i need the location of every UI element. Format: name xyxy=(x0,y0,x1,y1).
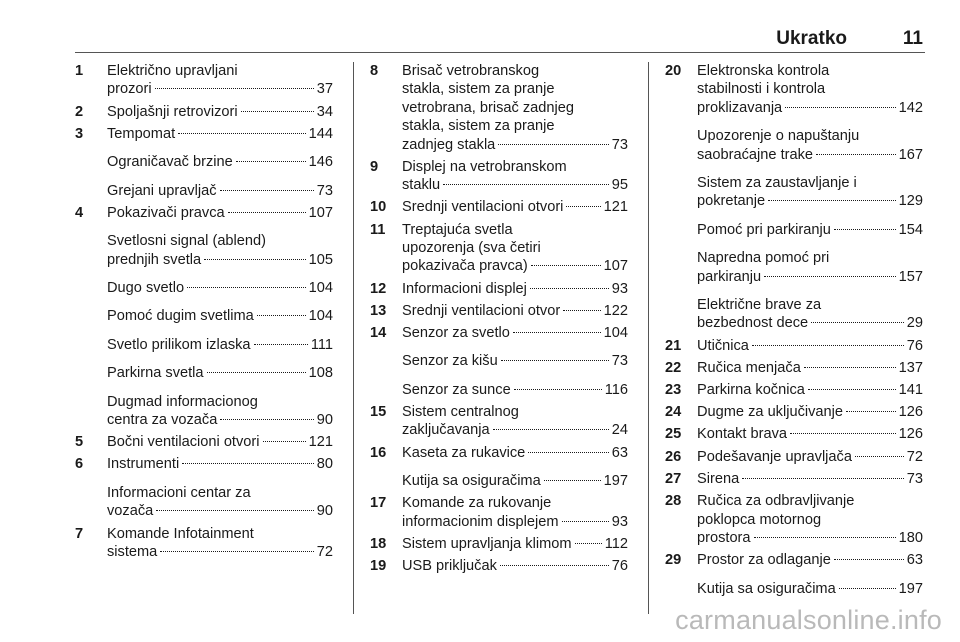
index-entry xyxy=(75,307,333,325)
entry-last-line xyxy=(402,557,628,575)
entry-text: Ograničavač brzine xyxy=(107,154,233,171)
entry-text: zadnjeg stakla xyxy=(402,136,496,153)
index-entry xyxy=(665,127,923,164)
entry-last-line xyxy=(402,324,628,342)
dot-leader xyxy=(263,441,306,442)
entry-last-line xyxy=(697,403,923,421)
entry-number: 28 xyxy=(665,493,682,510)
dot-leader xyxy=(839,588,896,589)
dot-leader xyxy=(768,200,895,201)
entry-last-line xyxy=(697,381,923,399)
dot-leader xyxy=(742,478,904,479)
entry-text: prednjih svetla xyxy=(107,251,202,268)
entry-page-number: 107 xyxy=(308,204,333,221)
entry-text: vetrobrana, brisač zadnjeg xyxy=(402,99,574,116)
page-number: 11 xyxy=(902,28,923,49)
entry-text: Sistem centralnog xyxy=(402,404,519,421)
entry-text: Instrumenti xyxy=(107,456,180,473)
entry-number: 11 xyxy=(370,221,386,238)
entry-page-number: 105 xyxy=(308,251,333,268)
index-entry xyxy=(75,525,333,562)
index-entry xyxy=(75,336,333,354)
entry-page-number: 80 xyxy=(316,456,333,473)
index-entry xyxy=(370,381,628,399)
entry-text: upozorenja (sva četiri xyxy=(402,240,541,257)
index-entry xyxy=(75,103,333,121)
entry-text: bezbednost dece xyxy=(697,315,809,332)
entry-number: 21 xyxy=(665,337,682,354)
entry-number: 4 xyxy=(75,204,84,221)
dot-leader xyxy=(443,184,609,185)
entry-page-number: 104 xyxy=(603,325,628,342)
index-entry xyxy=(75,204,333,222)
entry-text: Kontakt brava xyxy=(697,426,788,443)
entry-page-number: 76 xyxy=(906,337,923,354)
entry-last-line xyxy=(402,280,628,298)
entry-page-number: 34 xyxy=(316,103,333,120)
entry-last-line xyxy=(697,99,923,117)
index-entry xyxy=(370,494,628,531)
index-entry xyxy=(370,535,628,553)
dot-leader xyxy=(155,88,314,89)
index-column-1 xyxy=(75,62,333,565)
entry-text: stakla, sistem za pranje xyxy=(402,81,555,98)
entry-text: Dugo svetlo xyxy=(107,280,185,297)
entry-text: vozača xyxy=(107,503,154,520)
index-entry xyxy=(665,221,923,239)
index-entry xyxy=(370,352,628,370)
entry-number: 9 xyxy=(370,158,379,175)
dot-leader xyxy=(228,212,306,213)
entry-number: 5 xyxy=(75,434,84,451)
entry-last-line xyxy=(107,307,333,325)
entry-last-line xyxy=(697,221,923,239)
index-entry xyxy=(75,279,333,297)
entry-text: saobraćajne trake xyxy=(697,146,814,163)
entry-page-number: 129 xyxy=(898,193,923,210)
entry-text: Tempomat xyxy=(107,125,176,142)
entry-text: Senzor za sunce xyxy=(402,381,511,398)
entry-number: 6 xyxy=(75,456,84,473)
index-column-3 xyxy=(665,62,923,602)
entry-last-line xyxy=(697,268,923,286)
entry-number: 10 xyxy=(370,199,387,216)
entry-text: Displej na vetrobranskom xyxy=(402,158,567,175)
entry-last-line xyxy=(402,421,628,439)
entry-text: Treptajuća svetla xyxy=(402,221,513,238)
entry-text: poklopca motornog xyxy=(697,511,822,528)
index-entry xyxy=(370,444,628,462)
entry-text: staklu xyxy=(402,177,441,194)
entry-page-number: 141 xyxy=(898,382,923,399)
entry-text: Spoljašnji retrovizori xyxy=(107,103,238,120)
entry-last-line xyxy=(697,359,923,377)
entry-last-line xyxy=(107,336,333,354)
entry-text: centra za vozača xyxy=(107,412,218,429)
entry-page-number: 122 xyxy=(603,302,628,319)
entry-text: Dugme za uključivanje xyxy=(697,404,844,421)
index-entry xyxy=(75,153,333,171)
entry-text: Prostor za odlaganje xyxy=(697,552,831,569)
dot-leader xyxy=(531,265,601,266)
entry-text: Srednji ventilacioni otvori xyxy=(402,199,564,216)
entry-page-number: 157 xyxy=(898,268,923,285)
dot-leader xyxy=(834,559,904,560)
dot-leader xyxy=(855,456,904,457)
entry-number: 25 xyxy=(665,426,682,443)
dot-leader xyxy=(500,565,609,566)
index-entry xyxy=(75,433,333,451)
entry-last-line xyxy=(107,103,333,121)
index-entry xyxy=(665,580,923,598)
entry-number: 12 xyxy=(370,280,387,297)
entry-last-line xyxy=(697,529,923,547)
index-entry xyxy=(75,182,333,200)
entry-last-line xyxy=(697,425,923,443)
dot-leader xyxy=(562,521,609,522)
entry-text: Sistem za zaustavljanje i xyxy=(697,175,857,192)
entry-text: Kutija sa osiguračima xyxy=(697,580,836,597)
entry-page-number: 111 xyxy=(310,336,333,353)
index-entry xyxy=(665,62,923,117)
entry-last-line xyxy=(697,337,923,355)
dot-leader xyxy=(575,543,602,544)
entry-page-number: 24 xyxy=(611,422,628,439)
entry-number: 1 xyxy=(75,63,84,79)
entry-text: Električno upravljani xyxy=(107,63,238,79)
entry-last-line xyxy=(402,444,628,462)
column-divider xyxy=(353,62,354,614)
entry-text: Dugmad informacionog xyxy=(107,393,258,410)
entry-text: stabilnosti i kontrola xyxy=(697,81,826,98)
dot-leader xyxy=(513,332,601,333)
dot-leader xyxy=(241,111,314,112)
entry-page-number: 90 xyxy=(316,412,333,429)
entry-number: 3 xyxy=(75,125,84,142)
entry-text: Parkirna kočnica xyxy=(697,382,805,399)
entry-text: informacionim displejem xyxy=(402,513,559,530)
entry-page-number: 29 xyxy=(906,315,923,332)
index-entry xyxy=(370,62,628,154)
entry-page-number: 121 xyxy=(308,434,333,451)
entry-last-line xyxy=(107,153,333,171)
entry-text: Kutija sa osiguračima xyxy=(402,473,541,490)
index-entry xyxy=(75,62,333,99)
column-divider xyxy=(648,62,649,614)
entry-page-number: 73 xyxy=(316,182,333,199)
entry-last-line xyxy=(107,502,333,520)
dot-leader xyxy=(764,276,896,277)
entry-last-line xyxy=(107,204,333,222)
dot-leader xyxy=(254,344,308,345)
index-entry xyxy=(665,296,923,333)
index-column-2 xyxy=(370,62,628,579)
entry-text: Kaseta za rukavice xyxy=(402,444,526,461)
dot-leader xyxy=(182,463,314,464)
dot-leader xyxy=(204,259,306,260)
entry-page-number: 72 xyxy=(316,543,333,560)
entry-text: Senzor za svetlo xyxy=(402,325,510,342)
entry-text: Elektronska kontrola xyxy=(697,63,830,79)
entry-last-line xyxy=(402,381,628,399)
index-entry xyxy=(370,198,628,216)
entry-page-number: 116 xyxy=(604,381,628,398)
entry-text: Informacioni centar za xyxy=(107,484,251,501)
index-entry xyxy=(370,280,628,298)
dot-leader xyxy=(808,389,896,390)
entry-text: Električne brave za xyxy=(697,297,822,314)
page-header xyxy=(75,22,925,53)
entry-text: pokretanje xyxy=(697,193,766,210)
entry-number: 7 xyxy=(75,525,84,542)
index-entry xyxy=(665,448,923,466)
index-entry xyxy=(665,492,923,547)
entry-text: prostora xyxy=(697,529,751,546)
entry-text: Bočni ventilacioni otvori xyxy=(107,434,260,451)
entry-page-number: 63 xyxy=(611,444,628,461)
entry-page-number: 63 xyxy=(906,552,923,569)
entry-last-line xyxy=(107,182,333,200)
index-entry xyxy=(370,472,628,490)
dot-leader xyxy=(544,480,601,481)
entry-text: Sistem upravljanja klimom xyxy=(402,535,572,552)
entry-last-line xyxy=(107,125,333,143)
entry-page-number: 144 xyxy=(308,125,333,142)
entry-last-line xyxy=(697,314,923,332)
entry-page-number: 93 xyxy=(611,280,628,297)
entry-last-line xyxy=(107,543,333,561)
entry-page-number: 121 xyxy=(603,199,628,216)
entry-text: Podešavanje upravljača xyxy=(697,448,852,465)
index-entry xyxy=(665,403,923,421)
index-entry xyxy=(665,551,923,569)
entry-text: Napredna pomoć pri xyxy=(697,250,830,267)
entry-page-number: 104 xyxy=(308,308,333,325)
entry-page-number: 73 xyxy=(611,353,628,370)
index-entry xyxy=(665,381,923,399)
index-entry xyxy=(370,158,628,195)
entry-text: Parkirna svetla xyxy=(107,365,204,382)
entry-page-number: 95 xyxy=(611,177,628,194)
dot-leader xyxy=(846,411,896,412)
entry-page-number: 107 xyxy=(603,258,628,275)
entry-page-number: 137 xyxy=(898,359,923,376)
entry-last-line xyxy=(402,198,628,216)
index-entry xyxy=(665,359,923,377)
entry-number: 17 xyxy=(370,495,387,512)
entry-text: parkiranju xyxy=(697,268,762,285)
entry-number: 23 xyxy=(665,382,682,399)
entry-text: prozori xyxy=(107,81,152,98)
entry-number: 13 xyxy=(370,302,387,319)
dot-leader xyxy=(207,372,306,373)
entry-page-number: 126 xyxy=(898,404,923,421)
entry-text: Upozorenje o napuštanju xyxy=(697,128,860,145)
entry-page-number: 37 xyxy=(316,81,333,98)
index-entry xyxy=(665,337,923,355)
entry-page-number: 167 xyxy=(898,146,923,163)
index-entry xyxy=(665,425,923,443)
entry-number: 8 xyxy=(370,63,379,79)
entry-text: Brisač vetrobranskog xyxy=(402,63,540,79)
entry-number: 22 xyxy=(665,359,682,376)
entry-text: Utičnica xyxy=(697,337,749,354)
dot-leader xyxy=(752,345,904,346)
dot-leader xyxy=(790,433,896,434)
entry-last-line xyxy=(697,580,923,598)
entry-text: Informacioni displej xyxy=(402,280,527,297)
entry-text: pokazivača pravca) xyxy=(402,258,528,275)
entry-page-number: 93 xyxy=(611,513,628,530)
dot-leader xyxy=(257,315,306,316)
index-entry xyxy=(370,557,628,575)
entry-last-line xyxy=(107,251,333,269)
entry-text: Pomoć pri parkiranju xyxy=(697,221,831,238)
index-entry xyxy=(75,393,333,430)
entry-number: 29 xyxy=(665,552,682,569)
entry-text: Svetlosni signal (ablend) xyxy=(107,233,266,250)
dot-leader xyxy=(220,190,314,191)
entry-last-line xyxy=(402,513,628,531)
entry-text: zaključavanja xyxy=(402,422,490,439)
dot-leader xyxy=(530,288,609,289)
entry-text: Komande za rukovanje xyxy=(402,495,552,512)
entry-last-line xyxy=(402,136,628,154)
dot-leader xyxy=(501,360,609,361)
dot-leader xyxy=(528,452,608,453)
entry-text: sistema xyxy=(107,543,158,560)
entry-last-line xyxy=(107,279,333,297)
index-entry xyxy=(370,324,628,342)
dot-leader xyxy=(493,429,609,430)
entry-number: 19 xyxy=(370,558,387,575)
index-entry xyxy=(75,232,333,269)
dot-leader xyxy=(220,419,313,420)
entry-last-line xyxy=(107,433,333,451)
entry-number: 24 xyxy=(665,404,682,421)
dot-leader xyxy=(187,287,306,288)
entry-last-line xyxy=(402,176,628,194)
entry-number: 26 xyxy=(665,448,682,465)
index-entry xyxy=(665,249,923,286)
entry-last-line xyxy=(697,192,923,210)
entry-last-line xyxy=(402,535,628,553)
entry-last-line xyxy=(697,146,923,164)
dot-leader xyxy=(178,133,306,134)
entry-page-number: 73 xyxy=(906,470,923,487)
entry-text: Senzor za kišu xyxy=(402,353,498,370)
entry-number: 18 xyxy=(370,535,387,552)
entry-text: Grejani upravljač xyxy=(107,182,217,199)
index-entry xyxy=(75,484,333,521)
dot-leader xyxy=(816,154,896,155)
dot-leader xyxy=(514,389,602,390)
entry-page-number: 197 xyxy=(603,473,628,490)
index-entry xyxy=(75,364,333,382)
dot-leader xyxy=(834,229,896,230)
dot-leader xyxy=(160,551,313,552)
dot-leader xyxy=(566,206,600,207)
entry-last-line xyxy=(107,80,333,98)
entry-page-number: 104 xyxy=(308,280,333,297)
index-entry xyxy=(665,470,923,488)
entry-page-number: 73 xyxy=(611,136,628,153)
dot-leader xyxy=(156,510,314,511)
entry-text: USB priključak xyxy=(402,558,497,575)
entry-number: 27 xyxy=(665,470,682,487)
entry-number: 14 xyxy=(370,325,387,342)
entry-text: Pomoć dugim svetlima xyxy=(107,308,254,325)
entry-page-number: 154 xyxy=(898,221,923,238)
entry-page-number: 108 xyxy=(308,365,333,382)
entry-last-line xyxy=(402,302,628,320)
entry-number: 15 xyxy=(370,404,387,421)
index-entry xyxy=(665,174,923,211)
watermark: carmanualsonline.info xyxy=(675,605,942,635)
entry-number: 16 xyxy=(370,444,387,461)
index-entry xyxy=(370,221,628,276)
entry-last-line xyxy=(402,472,628,490)
entry-last-line xyxy=(107,455,333,473)
entry-last-line xyxy=(697,470,923,488)
entry-text: Svetlo prilikom izlaska xyxy=(107,336,251,353)
entry-last-line xyxy=(697,551,923,569)
dot-leader xyxy=(498,144,608,145)
entry-last-line xyxy=(402,257,628,275)
entry-text: Pokazivači pravca xyxy=(107,204,225,221)
entry-page-number: 112 xyxy=(604,535,628,552)
entry-last-line xyxy=(107,364,333,382)
entry-last-line xyxy=(402,352,628,370)
entry-text: Sirena xyxy=(697,470,740,487)
entry-last-line xyxy=(107,411,333,429)
entry-page-number: 90 xyxy=(316,503,333,520)
index-entry xyxy=(75,125,333,143)
entry-page-number: 197 xyxy=(898,580,923,597)
dot-leader xyxy=(563,310,600,311)
entry-text: Ručica menjača xyxy=(697,359,801,376)
entry-text: Ručica za odbravljivanje xyxy=(697,493,855,510)
entry-number: 20 xyxy=(665,63,682,79)
index-entry xyxy=(370,302,628,320)
entry-page-number: 126 xyxy=(898,426,923,443)
entry-text: Srednji ventilacioni otvor xyxy=(402,302,561,319)
index-entry xyxy=(75,455,333,473)
dot-leader xyxy=(804,367,896,368)
dot-leader xyxy=(754,537,896,538)
entry-number: 2 xyxy=(75,103,84,120)
dot-leader xyxy=(236,161,306,162)
entry-page-number: 146 xyxy=(308,154,333,171)
entry-text: Komande Infotainment xyxy=(107,525,254,542)
entry-text: stakla, sistem za pranje xyxy=(402,118,555,135)
entry-page-number: 72 xyxy=(906,448,923,465)
page-title: Ukratko xyxy=(776,28,847,49)
entry-text: proklizavanja xyxy=(697,99,783,116)
entry-page-number: 142 xyxy=(898,99,923,116)
entry-last-line xyxy=(697,448,923,466)
dot-leader xyxy=(811,322,904,323)
index-entry xyxy=(370,403,628,440)
dot-leader xyxy=(785,107,895,108)
entry-page-number: 76 xyxy=(611,558,628,575)
entry-page-number: 180 xyxy=(898,529,923,546)
